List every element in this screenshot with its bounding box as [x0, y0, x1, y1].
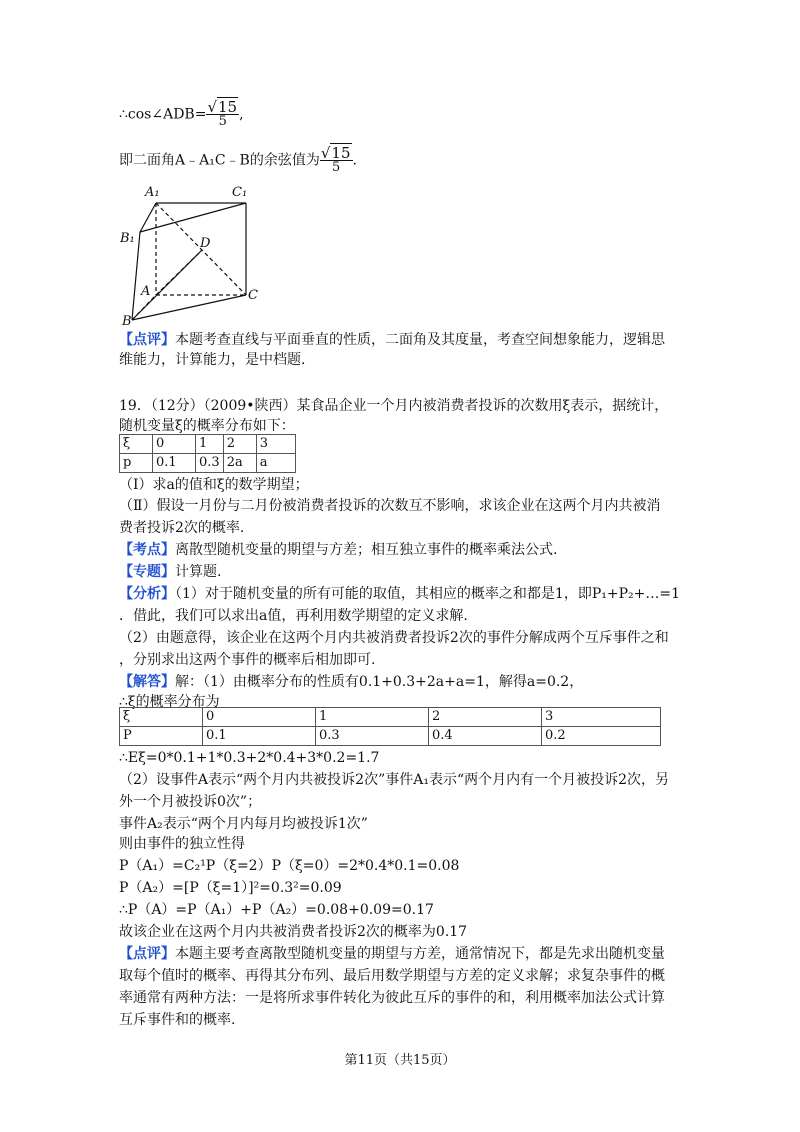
review1-line1: 【点评】本题考查直线与平面垂直的性质，二面角及其度量，考查空间想象能力，逻辑思 — [119, 332, 665, 348]
cos-prefix: ∴cos∠ADB= — [119, 106, 207, 123]
review1-tag: 【点评】 — [119, 332, 175, 348]
kaodian-tag: 【考点】 — [119, 542, 175, 558]
review2-line3: 率通常有两种方法：一是将所求事件转化为彼此互斥的事件的和，利用概率加法公式计算 — [119, 990, 665, 1006]
jieda-line10: ∴P（A）=P（A₁）+P（A₂）=0.08+0.09=0.17 — [119, 902, 434, 918]
prism-figure — [114, 180, 274, 328]
jieda-line9: P（A₂）=[P（ξ=1）]²=0.3²=0.09 — [119, 880, 342, 896]
jieda-line5: 外一个月被投诉0次”； — [119, 794, 262, 810]
jieda-line1: 【解答】解：（1）由概率分布的性质有0.1+0.3+2a+a=1，解得a=0.2， — [119, 674, 584, 690]
cosine-prefix: 即二面角A﹣A₁C﹣B的余弦值为 — [119, 152, 320, 169]
jieda-line11: 故该企业在这两个月内共被消费者投诉2次的概率为0.17 — [119, 924, 468, 940]
problem-line2: 随机变量ξ的概率分布如下： — [119, 418, 295, 434]
label-b1: B₁ — [120, 231, 135, 246]
cos-adb-line — [119, 100, 244, 129]
zhuanti-line: 【专题】计算题. — [119, 564, 222, 580]
jieda-line2: ∴ξ的概率分布为 — [119, 694, 220, 710]
review1-line2: 维能力，计算能力，是中档题. — [119, 352, 306, 368]
edge-b1-a1 — [140, 203, 156, 232]
question-2-line2: 费者投诉2次的概率. — [119, 520, 245, 536]
cos-fraction: $\frac{√15}{5}$ — [207, 98, 238, 129]
distribution-table-given — [119, 434, 296, 473]
fenxi-line1: 【分析】（1）对于随机变量的所有可能的取值，其相应的概率之和都是1，即P₁+P₂+…=1 — [119, 586, 680, 602]
cos-suffix: , — [239, 106, 244, 123]
question-2-line1: （Ⅱ）假设一月份与二月份被消费者投诉的次数互不影响，求该企业在这两个月内共被消 — [119, 498, 661, 514]
label-c1: C₁ — [232, 185, 248, 200]
table-row: ξ 0 1 2 3 — [120, 708, 661, 727]
page-footer: 第11页（共15页） — [344, 1053, 456, 1068]
review2-line1: 【点评】本题主要考查离散型随机变量的期望与方差，通常情况下，都是先求出随机变量 — [119, 946, 665, 962]
cosine-result-line — [119, 146, 357, 175]
fenxi-tag: 【分析】 — [119, 586, 175, 602]
table-row: P 0.1 0.3 0.4 0.2 — [120, 727, 661, 746]
label-b: B — [122, 314, 132, 328]
cos-num: 15 — [218, 98, 238, 116]
table-row: p 0.1 0.3 2a a — [120, 454, 296, 473]
cosine-suffix: . — [352, 152, 357, 169]
label-c: C — [248, 288, 258, 303]
jieda-line3: ∴Eξ=0*0.1+1*0.3+2*0.4+3*0.2=1.7 — [119, 750, 380, 766]
fenxi-line2: ．借此，我们可以求出a值，再利用数学期望的定义求解. — [119, 608, 468, 624]
cosine-fraction: $\frac{√15}{5}$ — [320, 144, 351, 175]
cosine-num: 15 — [331, 144, 351, 162]
kaodian-line: 【考点】离散型随机变量的期望与方差；相互独立事件的概率乘法公式. — [119, 542, 558, 558]
label-d: D — [200, 236, 211, 251]
fenxi-line4: ，分别求出这两个事件的概率后相加即可. — [119, 652, 376, 668]
label-a: A — [141, 284, 151, 299]
review2-line2: 取每个值时的概率、再得其分布列、最后用数学期望与方差的定义求解；求复杂事件的概 — [119, 968, 665, 984]
jieda-line6: 事件A₂表示“两个月内每月均被投诉1次” — [119, 816, 368, 832]
jieda-line7: 则由事件的独立性得 — [119, 836, 245, 852]
fenxi-line3: （2）由题意得，该企业在这两个月内共被消费者投诉2次的事件分解成两个互斥事件之和 — [119, 630, 669, 646]
jieda-tag: 【解答】 — [119, 674, 175, 690]
question-1: （Ⅰ）求a的值和ξ的数学期望； — [119, 477, 309, 493]
review2-tag: 【点评】 — [119, 946, 175, 962]
cosine-den: 5 — [332, 160, 341, 175]
cos-den: 5 — [218, 114, 227, 129]
distribution-table-solved — [119, 707, 661, 746]
table-row: ξ 0 1 2 3 — [120, 435, 296, 454]
zhuanti-tag: 【专题】 — [119, 564, 175, 580]
jieda-line8: P（A₁）=C₂¹P（ξ=2）P（ξ=0）=2*0.4*0.1=0.08 — [119, 858, 460, 874]
problem-line1: 19．（12分）（2009•陕西）某食品企业一个月内被消费者投诉的次数用ξ表示，据统计， — [119, 398, 669, 414]
label-a1: A₁ — [145, 185, 160, 200]
jieda-line4: （2）设事件A表示“两个月内共被投诉2次”事件A₁表示“两个月内有一个月被投诉2次，另 — [119, 772, 670, 788]
review2-line4: 互斥事件和的概率. — [119, 1012, 236, 1028]
